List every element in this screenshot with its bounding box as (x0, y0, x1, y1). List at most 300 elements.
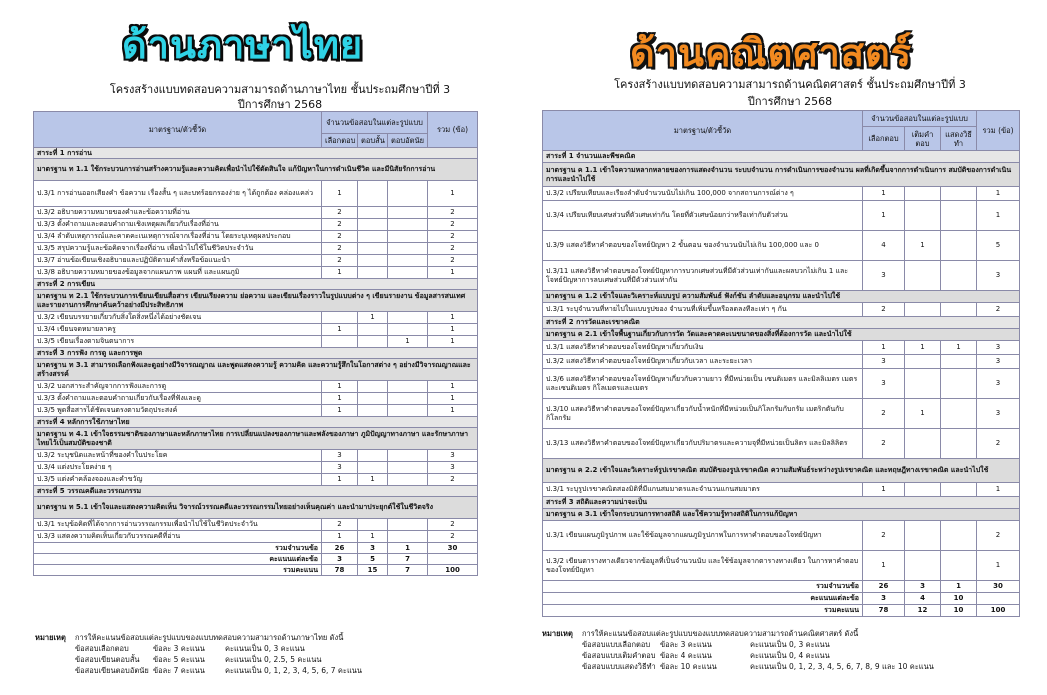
col-total: รวม (ข้อ) (977, 111, 1020, 151)
note-scale: คะแนนเป็น 0, 1, 2, 3, 4, 5, 6, 7 คะแนน (225, 666, 363, 675)
count-cell: 10 (941, 593, 977, 605)
count-cell (388, 531, 428, 543)
standard-text: มาตรฐาน ท 5.1 เข้าใจและแสดงความคิดเห็น วิจารณ์วรรณคดีและวรรณกรรมไทยอย่างเห็นคุณค่า และนำมาประยุกต์ใช้ในชีวิตจริง (34, 497, 478, 519)
count-cell: 26 (322, 543, 358, 554)
total-count-cell: 1 (428, 181, 478, 207)
note-scale: คะแนนเป็น 0, 3 คะแนน (225, 644, 305, 653)
indicator-row (34, 324, 478, 336)
count-cell (941, 483, 977, 497)
count-cell: 1 (905, 341, 941, 355)
standard-row (34, 290, 478, 312)
count-cell (388, 405, 428, 417)
standard-row (543, 329, 1020, 341)
col-total: รวม (ข้อ) (428, 112, 478, 148)
count-cell (905, 355, 941, 369)
indicator-text: ป.3/2 อธิบายความหมายของคำและข้อความที่อ่าน (34, 207, 322, 219)
strand-row (34, 348, 478, 359)
count-cell: 2 (322, 219, 358, 231)
total-count-cell (977, 593, 1020, 605)
indicator-row (543, 231, 1020, 261)
indicator-row (543, 521, 1020, 551)
count-cell (358, 405, 388, 417)
count-cell: 1 (322, 531, 358, 543)
count-cell (388, 462, 428, 474)
count-cell (358, 324, 388, 336)
note-label: หมายเหตุ (542, 629, 573, 638)
count-cell (941, 355, 977, 369)
count-cell: 1 (863, 201, 905, 231)
indicator-row (34, 267, 478, 279)
thai-panel (0, 0, 520, 695)
math-structure-table (542, 110, 1020, 617)
standard-text: มาตรฐาน ท 3.1 สามารถเลือกฟังและดูอย่างมีวิจารณญาณ และพูดแสดงความรู้ ความคิด และความรู้สึกในโอกาสต่าง ๆ อย่างมีวิจารณญาณและสร้างสรรค์ (34, 359, 478, 381)
count-cell: 2 (863, 429, 905, 459)
indicator-text: ป.3/4 เปรียบเทียบเศษส่วนที่ตัวเศษเท่ากัน โดยที่ตัวเศษน้อยกว่าหรือเท่ากับตัวส่วน (543, 201, 863, 231)
indicator-row (543, 429, 1020, 459)
strand-row (543, 151, 1020, 163)
indicator-row (543, 303, 1020, 317)
indicator-text: ป.3/10 แสดงวิธีหาคำตอบของโจทย์ปัญหาเกี่ยวกับน้ำหนักที่มีหน่วยเป็นกิโลกรัมกับกรัม เมตริกตันกับกิโลกรัม (543, 399, 863, 429)
math-table-body (543, 151, 1020, 617)
count-cell: 2 (863, 303, 905, 317)
thai-structure-table (33, 111, 478, 576)
count-cell (358, 267, 388, 279)
indicator-row (34, 519, 478, 531)
indicator-text: ป.3/4 ลำดับเหตุการณ์และคาดคะเนเหตุการณ์จากเรื่องที่อ่าน โดยระบุเหตุผลประกอบ (34, 231, 322, 243)
note-points: ข้อละ 4 คะแนน (660, 651, 712, 660)
indicator-text: ป.3/5 พูดสื่อสารได้ชัดเจนตรงตามวัตถุประสงค์ (34, 405, 322, 417)
count-cell: 1 (358, 531, 388, 543)
count-cell (941, 201, 977, 231)
count-cell (358, 219, 388, 231)
total-label: คะแนนแต่ละข้อ (34, 554, 322, 565)
count-cell (941, 187, 977, 201)
count-cell: 2 (863, 399, 905, 429)
math-heading: โครงสร้างแบบทดสอบความสามารถด้านคณิตศาสตร์ ชั้นประถมศึกษาปีที่ 3 (614, 78, 966, 91)
standard-row (543, 509, 1020, 521)
count-cell (358, 181, 388, 207)
standard-text: มาตรฐาน ค 2.2 เข้าใจและวิเคราะห์รูปเรขาคณิต สมบัติของรูปเรขาคณิต ความสัมพันธ์ระหว่างรูปเรขาคณิต และทฤษฎีทางเรขาคณิต และนำไปใช้ (543, 459, 1020, 483)
indicator-text: ป.3/7 อ่านข้อเขียนเชิงอธิบายและปฏิบัติตามคำสั่งหรือข้อแนะนำ (34, 255, 322, 267)
note-scale: คะแนนเป็น 0, 4 คะแนน (750, 651, 830, 660)
standard-text: มาตรฐาน ท 4.1 เข้าใจธรรมชาติของภาษาและหลักภาษาไทย การเปลี่ยนแปลงของภาษาและพลังของภาษา ภูมิปัญญาทางภาษา และรักษาภาษาไทยไว้เป็นสมบัติของชาติ (34, 428, 478, 450)
count-cell (358, 381, 388, 393)
total-row (543, 593, 1020, 605)
standard-text: มาตรฐาน ค 3.1 เข้าใจกระบวนการทางสถิติ และใช้ความรู้ทางสถิติในการแก้ปัญหา (543, 509, 1020, 521)
count-cell (388, 243, 428, 255)
indicator-text: ป.3/11 แสดงวิธีหาคำตอบของโจทย์ปัญหาการบวกเศษส่วนที่มีตัวส่วนเท่ากันและผลบวกไม่เกิน 1 และโจทย์ปัญหาการลบเศษส่วนที่มีตัวส่วนเท่ากัน (543, 261, 863, 291)
indicator-text: ป.3/13 แสดงวิธีหาคำตอบของโจทย์ปัญหาเกี่ยวกับปริมาตรและความจุที่มีหน่วยเป็นลิตร และมิลลิลิตร (543, 429, 863, 459)
indicator-row (34, 255, 478, 267)
count-cell (388, 324, 428, 336)
standard-text: มาตรฐาน ท 1.1 ใช้กระบวนการอ่านสร้างความรู้และความคิดเพื่อนำไปใช้ตัดสินใจ แก้ปัญหาในการดำเนินชีวิต และมีนิสัยรักการอ่าน (34, 159, 478, 181)
total-count-cell: 1 (428, 267, 478, 279)
strand-row (34, 279, 478, 290)
col-choice: เลือกตอบ (863, 127, 905, 151)
note-scale: คะแนนเป็น 0, 1, 2, 3, 4, 5, 6, 7, 8, 9 และ 10 คะแนน (750, 662, 934, 671)
note-type: ข้อสอบแบบเลือกตอบ (582, 640, 651, 649)
indicator-text: ป.3/5 สรุปความรู้และข้อคิดจากเรื่องที่อ่าน เพื่อนำไปใช้ในชีวิตประจำวัน (34, 243, 322, 255)
count-cell (388, 474, 428, 486)
count-cell (358, 255, 388, 267)
indicator-row (543, 483, 1020, 497)
count-cell (388, 267, 428, 279)
total-count-cell: 1 (428, 336, 478, 348)
count-cell (905, 261, 941, 291)
total-count-cell: 1 (977, 187, 1020, 201)
count-cell: 3 (863, 261, 905, 291)
indicator-text: ป.3/2 เขียนบรรยายเกี่ยวกับสิ่งใดสิ่งหนึ่งได้อย่างชัดเจน (34, 312, 322, 324)
count-cell (905, 429, 941, 459)
indicator-row (543, 369, 1020, 399)
indicator-text: ป.3/5 แต่งคำคล้องจองและคำขวัญ (34, 474, 322, 486)
indicator-row (34, 381, 478, 393)
standard-text: มาตรฐาน ท 2.1 ใช้กระบวนการเขียนเขียนสื่อสาร เขียนเรียงความ ย่อความ และเขียนเรื่องราวในรูปแบบต่าง ๆ เขียนรายงาน ข้อมูลสารสนเทศและรายงานการศึกษาค้นคว้าอย่างมีประสิทธิภาพ (34, 290, 478, 312)
note-type: ข้อสอบแบบแสดงวิธีทำ (582, 662, 656, 671)
count-cell: 3 (322, 554, 358, 565)
count-cell: 3 (322, 462, 358, 474)
count-cell: 1 (322, 324, 358, 336)
count-cell (388, 519, 428, 531)
count-cell: 7 (388, 565, 428, 576)
math-year: ปีการศึกษา 2568 (747, 95, 833, 108)
indicator-row (543, 261, 1020, 291)
total-label: รวมจำนวนข้อ (543, 581, 863, 593)
standard-row (34, 359, 478, 381)
total-count-cell: 3 (977, 341, 1020, 355)
thai-note (35, 632, 362, 676)
count-cell: 2 (322, 207, 358, 219)
count-cell (905, 369, 941, 399)
count-cell: 2 (863, 521, 905, 551)
total-count-cell: 2 (428, 519, 478, 531)
count-cell: 1 (863, 187, 905, 201)
total-row (34, 565, 478, 576)
math-banner-title: ด้านคณิตศาสตร์ (630, 31, 913, 75)
note-points: ข้อละ 3 คะแนน (153, 644, 205, 653)
indicator-text: ป.3/4 แต่งประโยคง่าย ๆ (34, 462, 322, 474)
count-cell: 1 (863, 483, 905, 497)
count-cell: 3 (905, 581, 941, 593)
total-count-cell: 1 (428, 324, 478, 336)
indicator-row (34, 474, 478, 486)
standard-text: มาตรฐาน ค 2.1 เข้าใจพื้นฐานเกี่ยวกับการวัด วัดและคาดคะเนขนาดของสิ่งที่ต้องการวัด และนำไปใช้ (543, 329, 1020, 341)
indicator-text: ป.3/1 ระบุจำนวนที่หายไปในแบบรูปของ จำนวนที่เพิ่มขึ้นหรือลดลงทีละเท่า ๆ กัน (543, 303, 863, 317)
count-cell: 1 (863, 551, 905, 581)
indicator-row (34, 207, 478, 219)
total-count-cell: 2 (428, 243, 478, 255)
total-count-cell: 3 (977, 369, 1020, 399)
total-label: คะแนนแต่ละข้อ (543, 593, 863, 605)
indicator-row (34, 336, 478, 348)
note-points: ข้อละ 10 คะแนน (660, 662, 717, 671)
indicator-text: ป.3/3 แสดงความคิดเห็นเกี่ยวกับวรรณคดีที่อ่าน (34, 531, 322, 543)
count-cell (941, 429, 977, 459)
indicator-text: ป.3/2 บอกสาระสำคัญจากการฟังและการดู (34, 381, 322, 393)
note-scale: คะแนนเป็น 0, 3 คะแนน (750, 640, 830, 649)
count-cell: 26 (863, 581, 905, 593)
col-short: ตอบสั้น (358, 134, 388, 148)
thai-heading: โครงสร้างแบบทดสอบความสามารถด้านภาษาไทย ชั้นประถมศึกษาปีที่ 3 (109, 83, 451, 96)
strand-title: สาระที่ 3 การฟัง การดู และการพูด (34, 348, 478, 359)
total-count-cell: 1 (428, 405, 478, 417)
count-cell (941, 261, 977, 291)
strand-title: สาระที่ 4 หลักการใช้ภาษาไทย (34, 417, 478, 428)
total-count-cell: 2 (428, 474, 478, 486)
indicator-text: ป.3/1 เขียนแผนภูมิรูปภาพ และใช้ข้อมูลจากแผนภูมิรูปภาพในการหาคำตอบของโจทย์ปัญหา (543, 521, 863, 551)
note-points: ข้อละ 7 คะแนน (153, 666, 205, 675)
indicator-text: ป.3/4 เขียนจดหมายลาครู (34, 324, 322, 336)
indicator-text: ป.3/2 ระบุชนิดและหน้าที่ของคำในประโยค (34, 450, 322, 462)
count-cell: 10 (941, 605, 977, 617)
standard-text: มาตรฐาน ค 1.1 เข้าใจความหลากหลายของการแสดงจำนวน ระบบจำนวน การดำเนินการของจำนวน ผลที่เกิดขึ้นจากการดำเนินการ สมบัติของการดำเนินการและนำไปใช้ (543, 163, 1020, 187)
count-cell (358, 243, 388, 255)
count-cell (941, 399, 977, 429)
indicator-text: ป.3/1 แสดงวิธีหาคำตอบของโจทย์ปัญหาเกี่ยวกับเงิน (543, 341, 863, 355)
count-cell (388, 207, 428, 219)
note-type: ข้อสอบเขียนตอบอัตนัย (75, 666, 149, 675)
count-cell (905, 551, 941, 581)
col-group: จำนวนข้อสอบในแต่ละรูปแบบ (863, 111, 977, 127)
total-count-cell: 3 (428, 462, 478, 474)
count-cell: 1 (358, 312, 388, 324)
total-count-cell: 2 (977, 429, 1020, 459)
indicator-text: ป.3/3 ตั้งคำถามและตอบคำถามเกี่ยวกับเรื่องที่ฟังและดู (34, 393, 322, 405)
count-cell (322, 312, 358, 324)
indicator-text: ป.3/1 ระบุข้อคิดที่ได้จากการอ่านวรรณกรรมเพื่อนำไปใช้ในชีวิตประจำวัน (34, 519, 322, 531)
note-intro: การให้คะแนนข้อสอบแต่ละรูปแบบของแบบทดสอบความสามารถด้านภาษาไทย ดังนี้ (75, 633, 344, 642)
count-cell (941, 369, 977, 399)
total-count-cell: 2 (428, 231, 478, 243)
strand-title: สาระที่ 5 วรรณคดีและวรรณกรรม (34, 486, 478, 497)
count-cell: 1 (322, 267, 358, 279)
count-cell: 1 (905, 399, 941, 429)
indicator-text: ป.3/1 การอ่านออกเสียงคำ ข้อความ เรื่องสั้น ๆ และบทร้อยกรองง่าย ๆ ได้ถูกต้อง คล่องแคล่ว (34, 181, 322, 207)
strand-row (34, 148, 478, 159)
strand-row (543, 317, 1020, 329)
note-type: ข้อสอบแบบเติมคำตอบ (582, 651, 656, 660)
count-cell (358, 336, 388, 348)
total-count-cell: 5 (977, 231, 1020, 261)
total-count-cell: 1 (977, 551, 1020, 581)
standard-row (34, 159, 478, 181)
indicator-row (543, 551, 1020, 581)
strand-title: สาระที่ 1 การอ่าน (34, 148, 478, 159)
indicator-row (34, 312, 478, 324)
indicator-row (34, 181, 478, 207)
note-type: ข้อสอบเขียนตอบสั้น (75, 655, 140, 664)
standard-row (34, 497, 478, 519)
total-count-cell: 2 (428, 219, 478, 231)
indicator-row (543, 187, 1020, 201)
count-cell: 1 (358, 474, 388, 486)
indicator-row (34, 405, 478, 417)
count-cell: 1 (941, 341, 977, 355)
indicator-text: ป.3/6 แสดงวิธีหาคำตอบของโจทย์ปัญหาเกี่ยวกับความยาว ที่มีหน่วยเป็น เซนติเมตร และมิลลิเมตร เมตรและเซนติเมตร กิโลเมตรและเมตร (543, 369, 863, 399)
count-cell: 3 (863, 355, 905, 369)
count-cell (941, 303, 977, 317)
indicator-text: ป.3/2 แสดงวิธีหาคำตอบของโจทย์ปัญหาเกี่ยวกับเวลา และระยะเวลา (543, 355, 863, 369)
count-cell (941, 231, 977, 261)
indicator-row (543, 355, 1020, 369)
count-cell: 1 (322, 381, 358, 393)
count-cell: 3 (863, 369, 905, 399)
note-points: ข้อละ 3 คะแนน (660, 640, 712, 649)
indicator-text: ป.3/2 เขียนตารางทางเดียวจากข้อมูลที่เป็นจำนวนนับ และใช้ข้อมูลจากตารางทางเดียว ในการหาคำตอบของโจทย์ปัญหา (543, 551, 863, 581)
col-standard: มาตรฐาน/ตัวชี้วัด (543, 111, 863, 151)
total-count-cell: 3 (977, 399, 1020, 429)
count-cell: 1 (322, 393, 358, 405)
col-fill: เติมคำตอบ (905, 127, 941, 151)
count-cell: 1 (322, 181, 358, 207)
indicator-row (543, 201, 1020, 231)
count-cell (905, 303, 941, 317)
total-count-cell: 30 (428, 543, 478, 554)
count-cell: 12 (905, 605, 941, 617)
count-cell (388, 450, 428, 462)
count-cell: 2 (322, 243, 358, 255)
count-cell (358, 519, 388, 531)
note-type: ข้อสอบเลือกตอบ (75, 644, 129, 653)
total-count-cell: 3 (977, 261, 1020, 291)
col-group: จำนวนข้อสอบในแต่ละรูปแบบ (322, 112, 428, 134)
col-choice: เลือกตอบ (322, 134, 358, 148)
strand-title: สาระที่ 3 สถิติและความน่าจะเป็น (543, 497, 1020, 509)
standard-row (543, 291, 1020, 303)
total-row (34, 554, 478, 565)
count-cell (941, 551, 977, 581)
indicator-text: ป.3/3 ตั้งคำถามและตอบคำถามเชิงเหตุผลเกี่ยวกับเรื่องที่อ่าน (34, 219, 322, 231)
count-cell (358, 207, 388, 219)
indicator-text: ป.3/1 ระบุรูปเรขาคณิตสองมิติที่มีแกนสมมาตรและจำนวนแกนสมมาตร (543, 483, 863, 497)
count-cell (388, 255, 428, 267)
indicator-row (34, 450, 478, 462)
count-cell (358, 462, 388, 474)
total-count-cell: 1 (428, 393, 478, 405)
count-cell: 7 (388, 554, 428, 565)
strand-title: สาระที่ 2 การวัดและเรขาคณิต (543, 317, 1020, 329)
indicator-row (34, 462, 478, 474)
total-count-cell: 1 (428, 312, 478, 324)
count-cell (388, 181, 428, 207)
standard-row (543, 163, 1020, 187)
count-cell: 2 (322, 519, 358, 531)
indicator-row (543, 399, 1020, 429)
count-cell: 4 (863, 231, 905, 261)
total-row (34, 543, 478, 554)
standard-text: มาตรฐาน ค 1.2 เข้าใจและวิเคราะห์แบบรูป ความสัมพันธ์ ฟังก์ชัน ลำดับและอนุกรม และนำไปใช้ (543, 291, 1020, 303)
count-cell: 1 (388, 336, 428, 348)
standard-row (543, 459, 1020, 483)
count-cell (905, 187, 941, 201)
total-count-cell: 3 (428, 450, 478, 462)
standard-row (34, 428, 478, 450)
count-cell (941, 521, 977, 551)
total-label: รวมคะแนน (543, 605, 863, 617)
count-cell (905, 201, 941, 231)
count-cell (388, 231, 428, 243)
note-intro: การให้คะแนนข้อสอบแต่ละรูปแบบของแบบทดสอบความสามารถด้านคณิตศาสตร์ ดังนี้ (582, 629, 859, 638)
total-count-cell: 30 (977, 581, 1020, 593)
col-standard: มาตรฐาน/ตัวชี้วัด (34, 112, 322, 148)
count-cell: 1 (322, 405, 358, 417)
count-cell: 3 (863, 593, 905, 605)
indicator-row (543, 341, 1020, 355)
count-cell: 2 (322, 255, 358, 267)
thai-year: ปีการศึกษา 2568 (237, 98, 323, 111)
total-count-cell: 1 (977, 201, 1020, 231)
count-cell (388, 381, 428, 393)
count-cell: 2 (322, 231, 358, 243)
total-count-cell: 1 (977, 483, 1020, 497)
count-cell (905, 521, 941, 551)
total-label: รวมคะแนน (34, 565, 322, 576)
total-count-cell: 100 (977, 605, 1020, 617)
strand-row (34, 417, 478, 428)
count-cell: 1 (322, 474, 358, 486)
total-row (543, 581, 1020, 593)
total-label: รวมจำนวนข้อ (34, 543, 322, 554)
math-note (542, 628, 934, 672)
strand-row (543, 497, 1020, 509)
count-cell (358, 393, 388, 405)
count-cell (358, 450, 388, 462)
math-panel (520, 0, 1047, 695)
indicator-text: ป.3/9 แสดงวิธีหาคำตอบของโจทย์ปัญหา 2 ขั้นตอน ของจำนวนนับไม่เกิน 100,000 และ 0 (543, 231, 863, 261)
total-count-cell: 100 (428, 565, 478, 576)
total-count-cell (428, 554, 478, 565)
total-row (543, 605, 1020, 617)
count-cell: 78 (322, 565, 358, 576)
thai-table-body (34, 148, 478, 576)
count-cell (388, 312, 428, 324)
total-count-cell: 2 (977, 303, 1020, 317)
note-label: หมายเหตุ (35, 633, 66, 642)
note-scale: คะแนนเป็น 0, 2.5, 5 คะแนน (225, 655, 322, 664)
strand-title: สาระที่ 2 การเขียน (34, 279, 478, 290)
strand-title: สาระที่ 1 จำนวนและพีชคณิต (543, 151, 1020, 163)
note-points: ข้อละ 5 คะแนน (153, 655, 205, 664)
count-cell: 1 (388, 543, 428, 554)
count-cell (905, 483, 941, 497)
total-count-cell: 3 (977, 355, 1020, 369)
thai-banner-title: ด้านภาษาไทย (122, 23, 364, 67)
count-cell: 1 (905, 231, 941, 261)
count-cell: 1 (941, 581, 977, 593)
indicator-row (34, 243, 478, 255)
indicator-row (34, 393, 478, 405)
count-cell: 1 (863, 341, 905, 355)
total-count-cell: 1 (428, 381, 478, 393)
count-cell: 3 (322, 450, 358, 462)
count-cell (358, 231, 388, 243)
indicator-text: ป.3/5 เขียนเรื่องตามจินตนาการ (34, 336, 322, 348)
indicator-text: ป.3/8 อธิบายความหมายของข้อมูลจากแผนภาพ แผนที่ และแผนภูมิ (34, 267, 322, 279)
indicator-row (34, 531, 478, 543)
total-count-cell: 2 (428, 255, 478, 267)
count-cell (388, 393, 428, 405)
count-cell: 3 (358, 543, 388, 554)
indicator-row (34, 231, 478, 243)
count-cell: 78 (863, 605, 905, 617)
strand-row (34, 486, 478, 497)
indicator-text: ป.3/2 เปรียบเทียบและเรียงลำดับจำนวนนับไม่เกิน 100,000 จากสถานการณ์ต่าง ๆ (543, 187, 863, 201)
count-cell (322, 336, 358, 348)
total-count-cell: 2 (428, 207, 478, 219)
col-essay: ตอบอัตนัย (388, 134, 428, 148)
count-cell (388, 219, 428, 231)
indicator-row (34, 219, 478, 231)
